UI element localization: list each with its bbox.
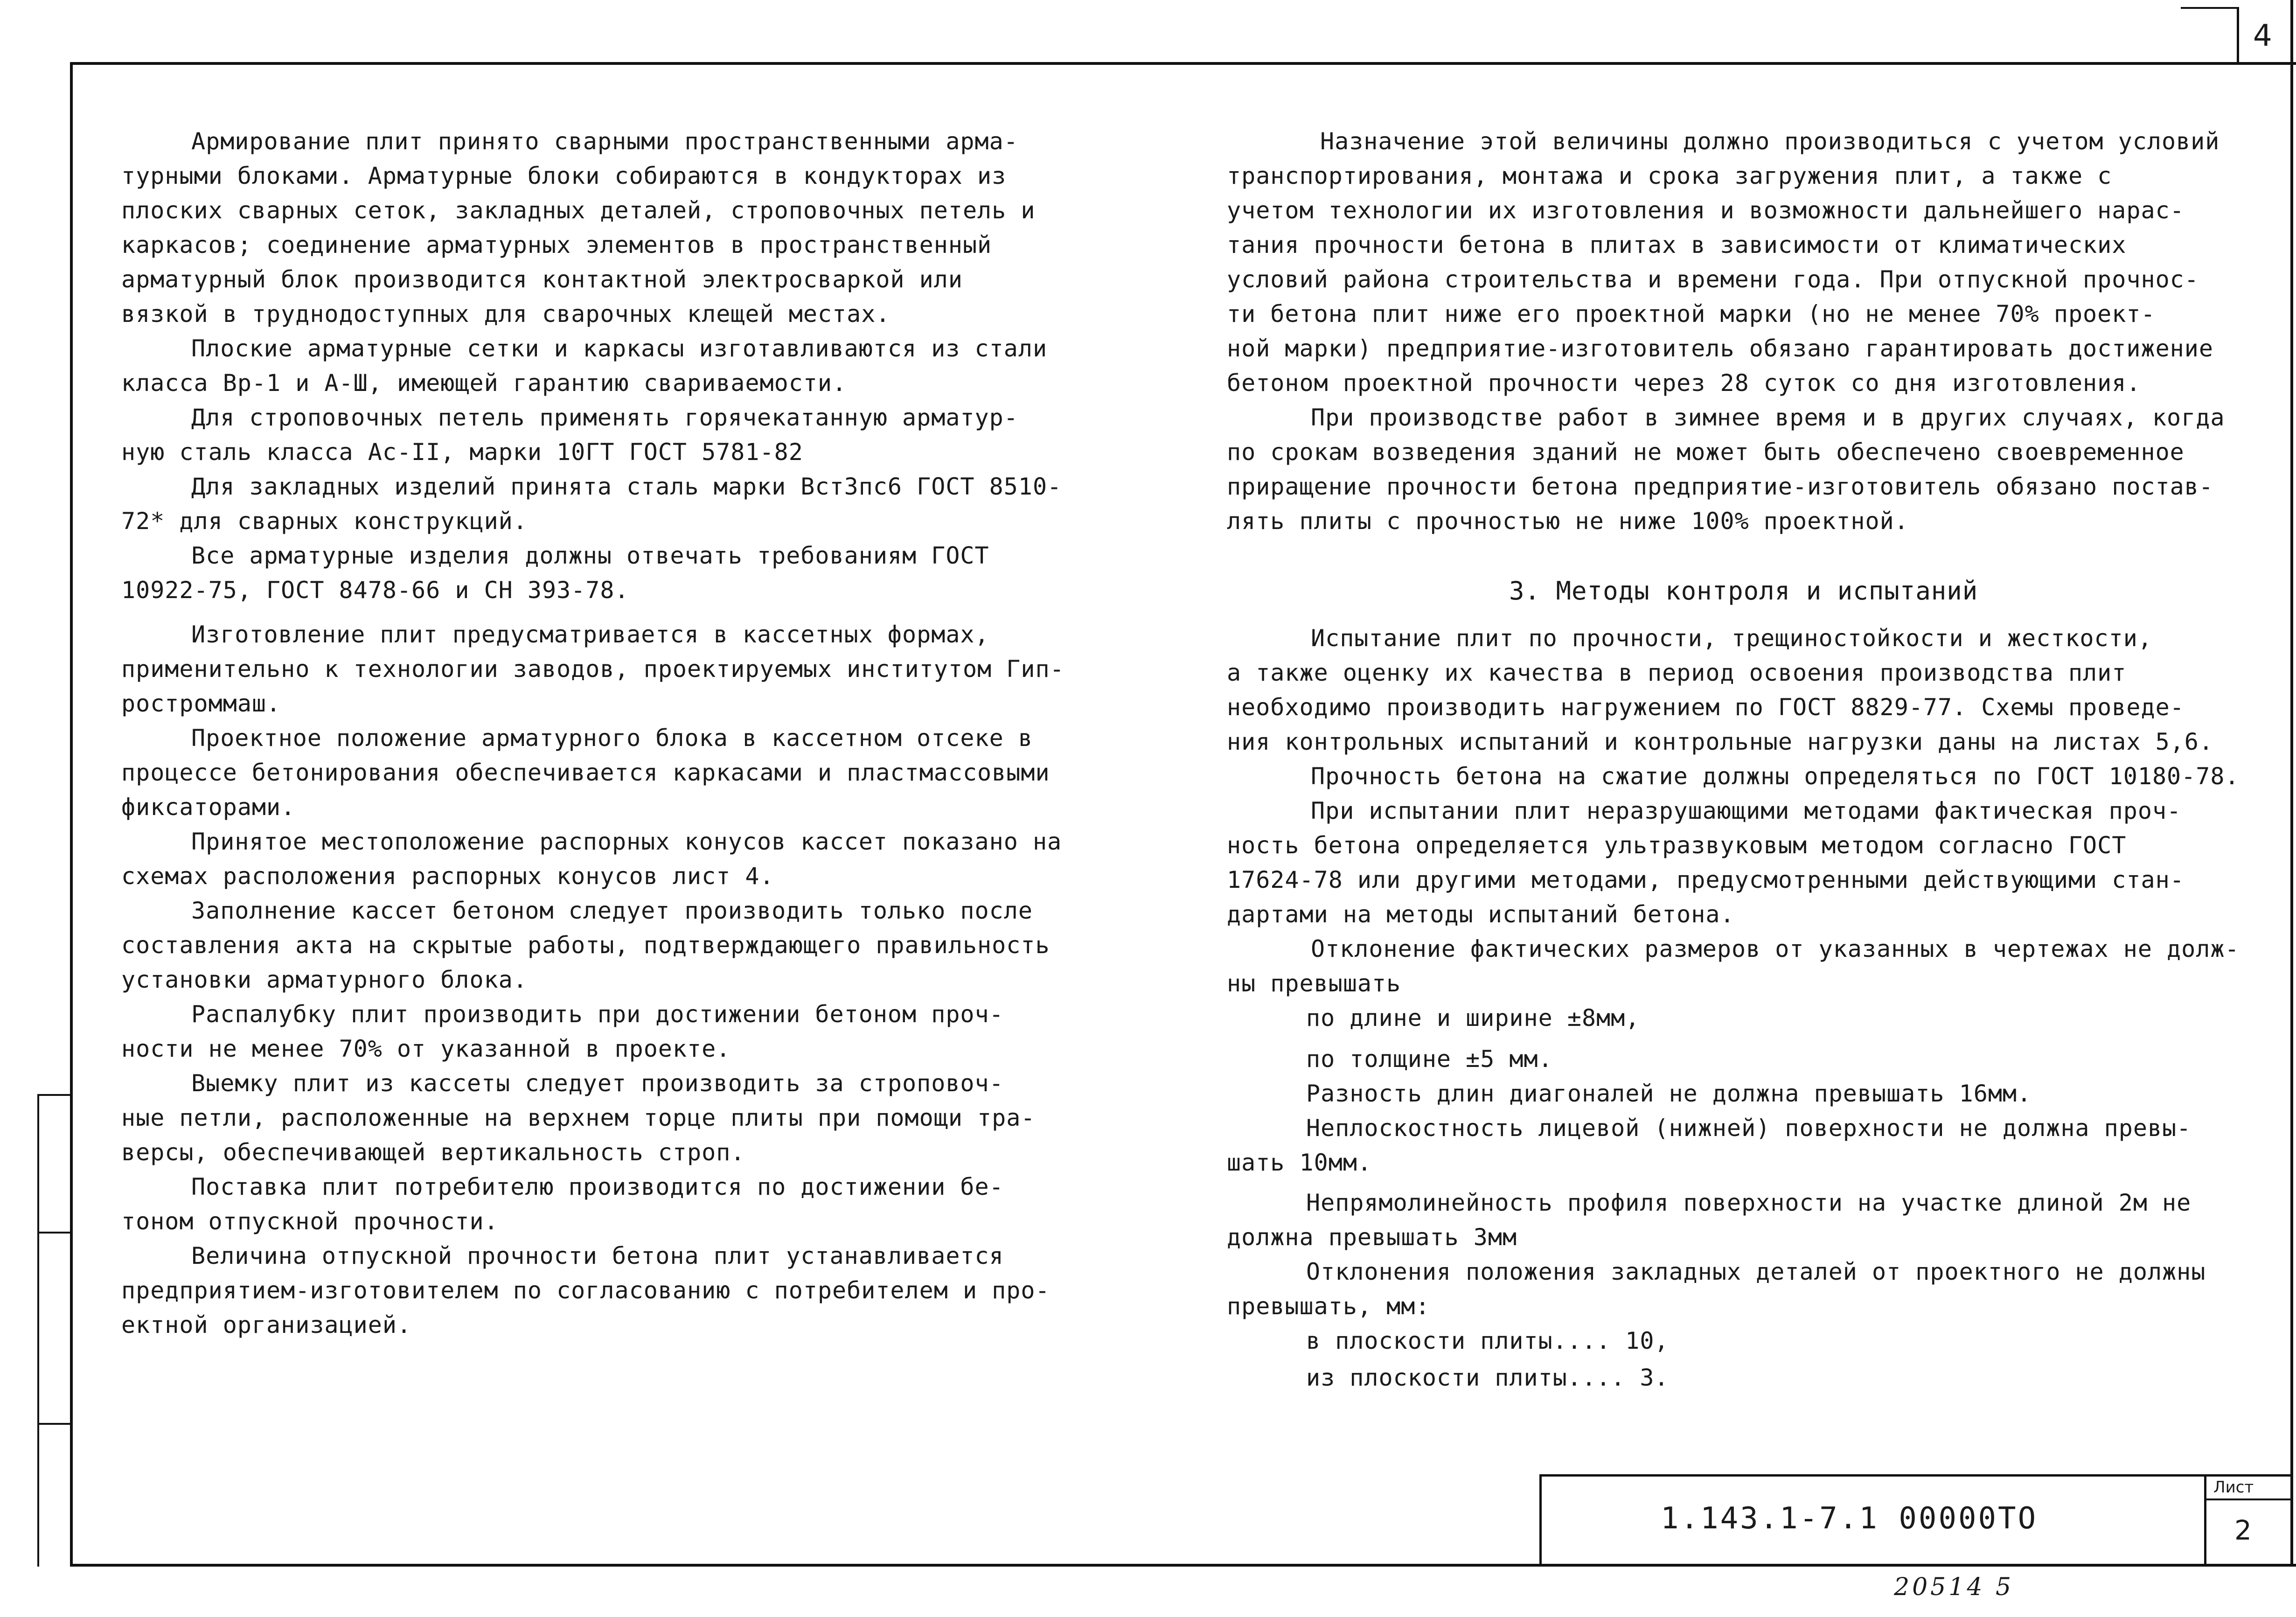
frame-bottom-border: [70, 1564, 2296, 1567]
text-line: тоном отпускной прочности.: [121, 1208, 499, 1235]
text-line: 72* для сварных конструкций.: [121, 508, 528, 535]
text-line: применительно к технологии заводов, проектируемых институтом Гип-: [121, 655, 1065, 683]
text-line: При испытании плит неразрушающими методами фактическая проч-: [1311, 797, 2182, 824]
text-line: ной марки) предприятие-изготовитель обязано гарантировать достижение: [1227, 335, 2213, 362]
text-line: Для закладных изделий принята сталь марки Вст3пс6 ГОСТ 8510-: [191, 473, 1062, 500]
text-line: тания прочности бетона в плитах в зависимости от климатических: [1227, 231, 2127, 258]
text-line: превышать, мм:: [1227, 1293, 1430, 1320]
stamp-sheet-divider: [2204, 1474, 2206, 1567]
text-line: Распалубку плит производить при достижении бетоном проч-: [191, 1001, 1004, 1028]
text-line: ны превышать: [1227, 970, 1401, 997]
text-line: ности не менее 70% от указанной в проекте.: [121, 1035, 731, 1062]
text-line: из плоскости плиты.... 3.: [1306, 1364, 1669, 1391]
text-line: условий района строительства и времени года. При отпускной прочнос-: [1227, 266, 2199, 293]
margin-tick: [37, 1423, 73, 1425]
text-line: Прочность бетона на сжатие должны определяться по ГОСТ 10180-78.: [1311, 763, 2240, 790]
text-line: дартами на методы испытаний бетона.: [1227, 901, 1735, 928]
document-code: 1.143.1-7.1 00000ТО: [1661, 1501, 2038, 1536]
corner-sheet-number: 4: [2253, 19, 2272, 53]
text-line: При производстве работ в зимнее время и в других случаях, когда: [1311, 404, 2225, 431]
text-line: Принятое местоположение распорных конусов кассет показано на: [191, 828, 1062, 855]
stamp-left-border: [1539, 1474, 1542, 1567]
text-line: Проектное положение арматурного блока в кассетном отсеке в: [191, 725, 1033, 752]
text-line: учетом технологии их изготовления и возможности дальнейшего нарас-: [1227, 197, 2185, 224]
text-line: процессе бетонирования обеспечивается каркасами и пластмассовыми: [121, 759, 1050, 786]
archive-number: 20514 5: [1894, 1573, 2014, 1601]
text-line: ектной организацией.: [121, 1311, 412, 1338]
sheet-label: Лист: [2213, 1478, 2254, 1497]
text-line: Изготовление плит предусматривается в кассетных формах,: [191, 621, 989, 648]
text-line: Поставка плит потребителю производится по достижении бе-: [191, 1173, 1004, 1200]
text-line: Плоские арматурные сетки и каркасы изготавливаются из стали: [191, 335, 1048, 362]
text-line: шать 10мм.: [1227, 1149, 1372, 1176]
text-line: ные петли, расположенные на верхнем торце плиты при помощи тра-: [121, 1104, 1036, 1131]
text-line: ния контрольных испытаний и контрольные нагрузки даны на листах 5,6.: [1227, 728, 2213, 755]
stamp-top-border: [1539, 1474, 2293, 1477]
text-line: по длине и ширине ±8мм,: [1306, 1004, 1640, 1032]
text-line: вязкой в труднодоступных для сварочных клещей местах.: [121, 300, 891, 328]
text-line: должна превышать 3мм: [1227, 1224, 1517, 1251]
text-line: Испытание плит по прочности, трещиностойкости и жесткости,: [1311, 625, 2152, 652]
text-line: составления акта на скрытые работы, подтверждающего правильность: [121, 932, 1050, 959]
text-line: по толщине ±5 мм.: [1306, 1045, 1553, 1073]
text-line: ростроммаш.: [121, 690, 281, 717]
text-line: версы, обеспечивающей вертикальность строп.: [121, 1139, 745, 1166]
text-line: ти бетона плит ниже его проектной марки (но не менее 70% проект-: [1227, 300, 2156, 328]
text-line: арматурный блок производится контактной электросваркой или: [121, 266, 963, 293]
text-line: Заполнение кассет бетоном следует производить только после: [191, 897, 1033, 924]
text-line: ную сталь класса Ас-II, марки 10ГТ ГОСТ 5781-82: [121, 439, 803, 466]
text-line: класса Вр-1 и А-Ш, имеющей гарантию свариваемости.: [121, 369, 847, 397]
text-line: Для строповочных петель применять горячекатанную арматур-: [191, 404, 1018, 431]
text-line: установки арматурного блока.: [121, 966, 528, 993]
section-heading: 3. Методы контроля и испытаний: [1509, 576, 1978, 606]
text-line: транспортирования, монтажа и срока загружения плит, а также с: [1227, 162, 2112, 189]
text-line: Армирование плит принято сварными пространственными арма-: [191, 128, 1018, 155]
text-line: 17624-78 или другими методами, предусмотренными действующими стан-: [1227, 866, 2185, 893]
text-line: необходимо производить нагружением по ГОСТ 8829-77. Схемы проведе-: [1227, 694, 2185, 721]
text-line: в плоскости плиты.... 10,: [1306, 1327, 1669, 1354]
text-line: по срокам возведения зданий не может быть обеспечено своевременное: [1227, 439, 2185, 466]
text-line: схемах расположения распорных конусов лист 4.: [121, 863, 774, 890]
text-line: плоских сварных сеток, закладных деталей, строповочных петель и: [121, 197, 1036, 224]
text-line: ность бетона определяется ультразвуковым методом согласно ГОСТ: [1227, 832, 2127, 859]
text-line: бетоном проектной прочности через 28 суток со дня изготовления.: [1227, 369, 2141, 397]
sheet-number: 2: [2234, 1514, 2252, 1546]
text-line: 10922-75, ГОСТ 8478-66 и СН 393-78.: [121, 577, 629, 604]
text-line: Разность длин диагоналей не должна превышать 16мм.: [1306, 1080, 2032, 1107]
text-line: приращение прочности бетона предприятие-изготовитель обязано постав-: [1227, 473, 2213, 500]
text-line: Величина отпускной прочности бетона плит устанавливается: [191, 1242, 1004, 1269]
text-line: а также оценку их качества в период освоения производства плит: [1227, 659, 2127, 686]
text-line: Отклонение фактических размеров от указанных в чертежах не долж-: [1311, 935, 2240, 962]
text-line: фиксаторами.: [121, 794, 296, 821]
text-line: турными блоками. Арматурные блоки собираются в кондукторах из: [121, 162, 1007, 189]
text-line: Все арматурные изделия должны отвечать требованиям ГОСТ: [191, 542, 989, 569]
text-line: Отклонения положения закладных деталей от проектного не должны: [1306, 1258, 2206, 1285]
text-line: Неплоскостность лицевой (нижней) поверхности не должна превы-: [1306, 1115, 2192, 1142]
text-line: каркасов; соединение арматурных элементов в пространственный: [121, 231, 992, 258]
text-line: предприятием-изготовителем по согласованию с потребителем и про-: [121, 1277, 1050, 1304]
text-line: Выемку плит из кассеты следует производить за строповоч-: [191, 1070, 1004, 1097]
stamp-sheet-label-line: [2204, 1499, 2293, 1500]
text-line: лять плиты с прочностью не ниже 100% проектной.: [1227, 508, 1909, 535]
text-line: Назначение этой величины должно производиться с учетом условий: [1320, 128, 2220, 155]
text-line: Непрямолинейность профиля поверхности на участке длиной 2м не: [1306, 1189, 2192, 1216]
